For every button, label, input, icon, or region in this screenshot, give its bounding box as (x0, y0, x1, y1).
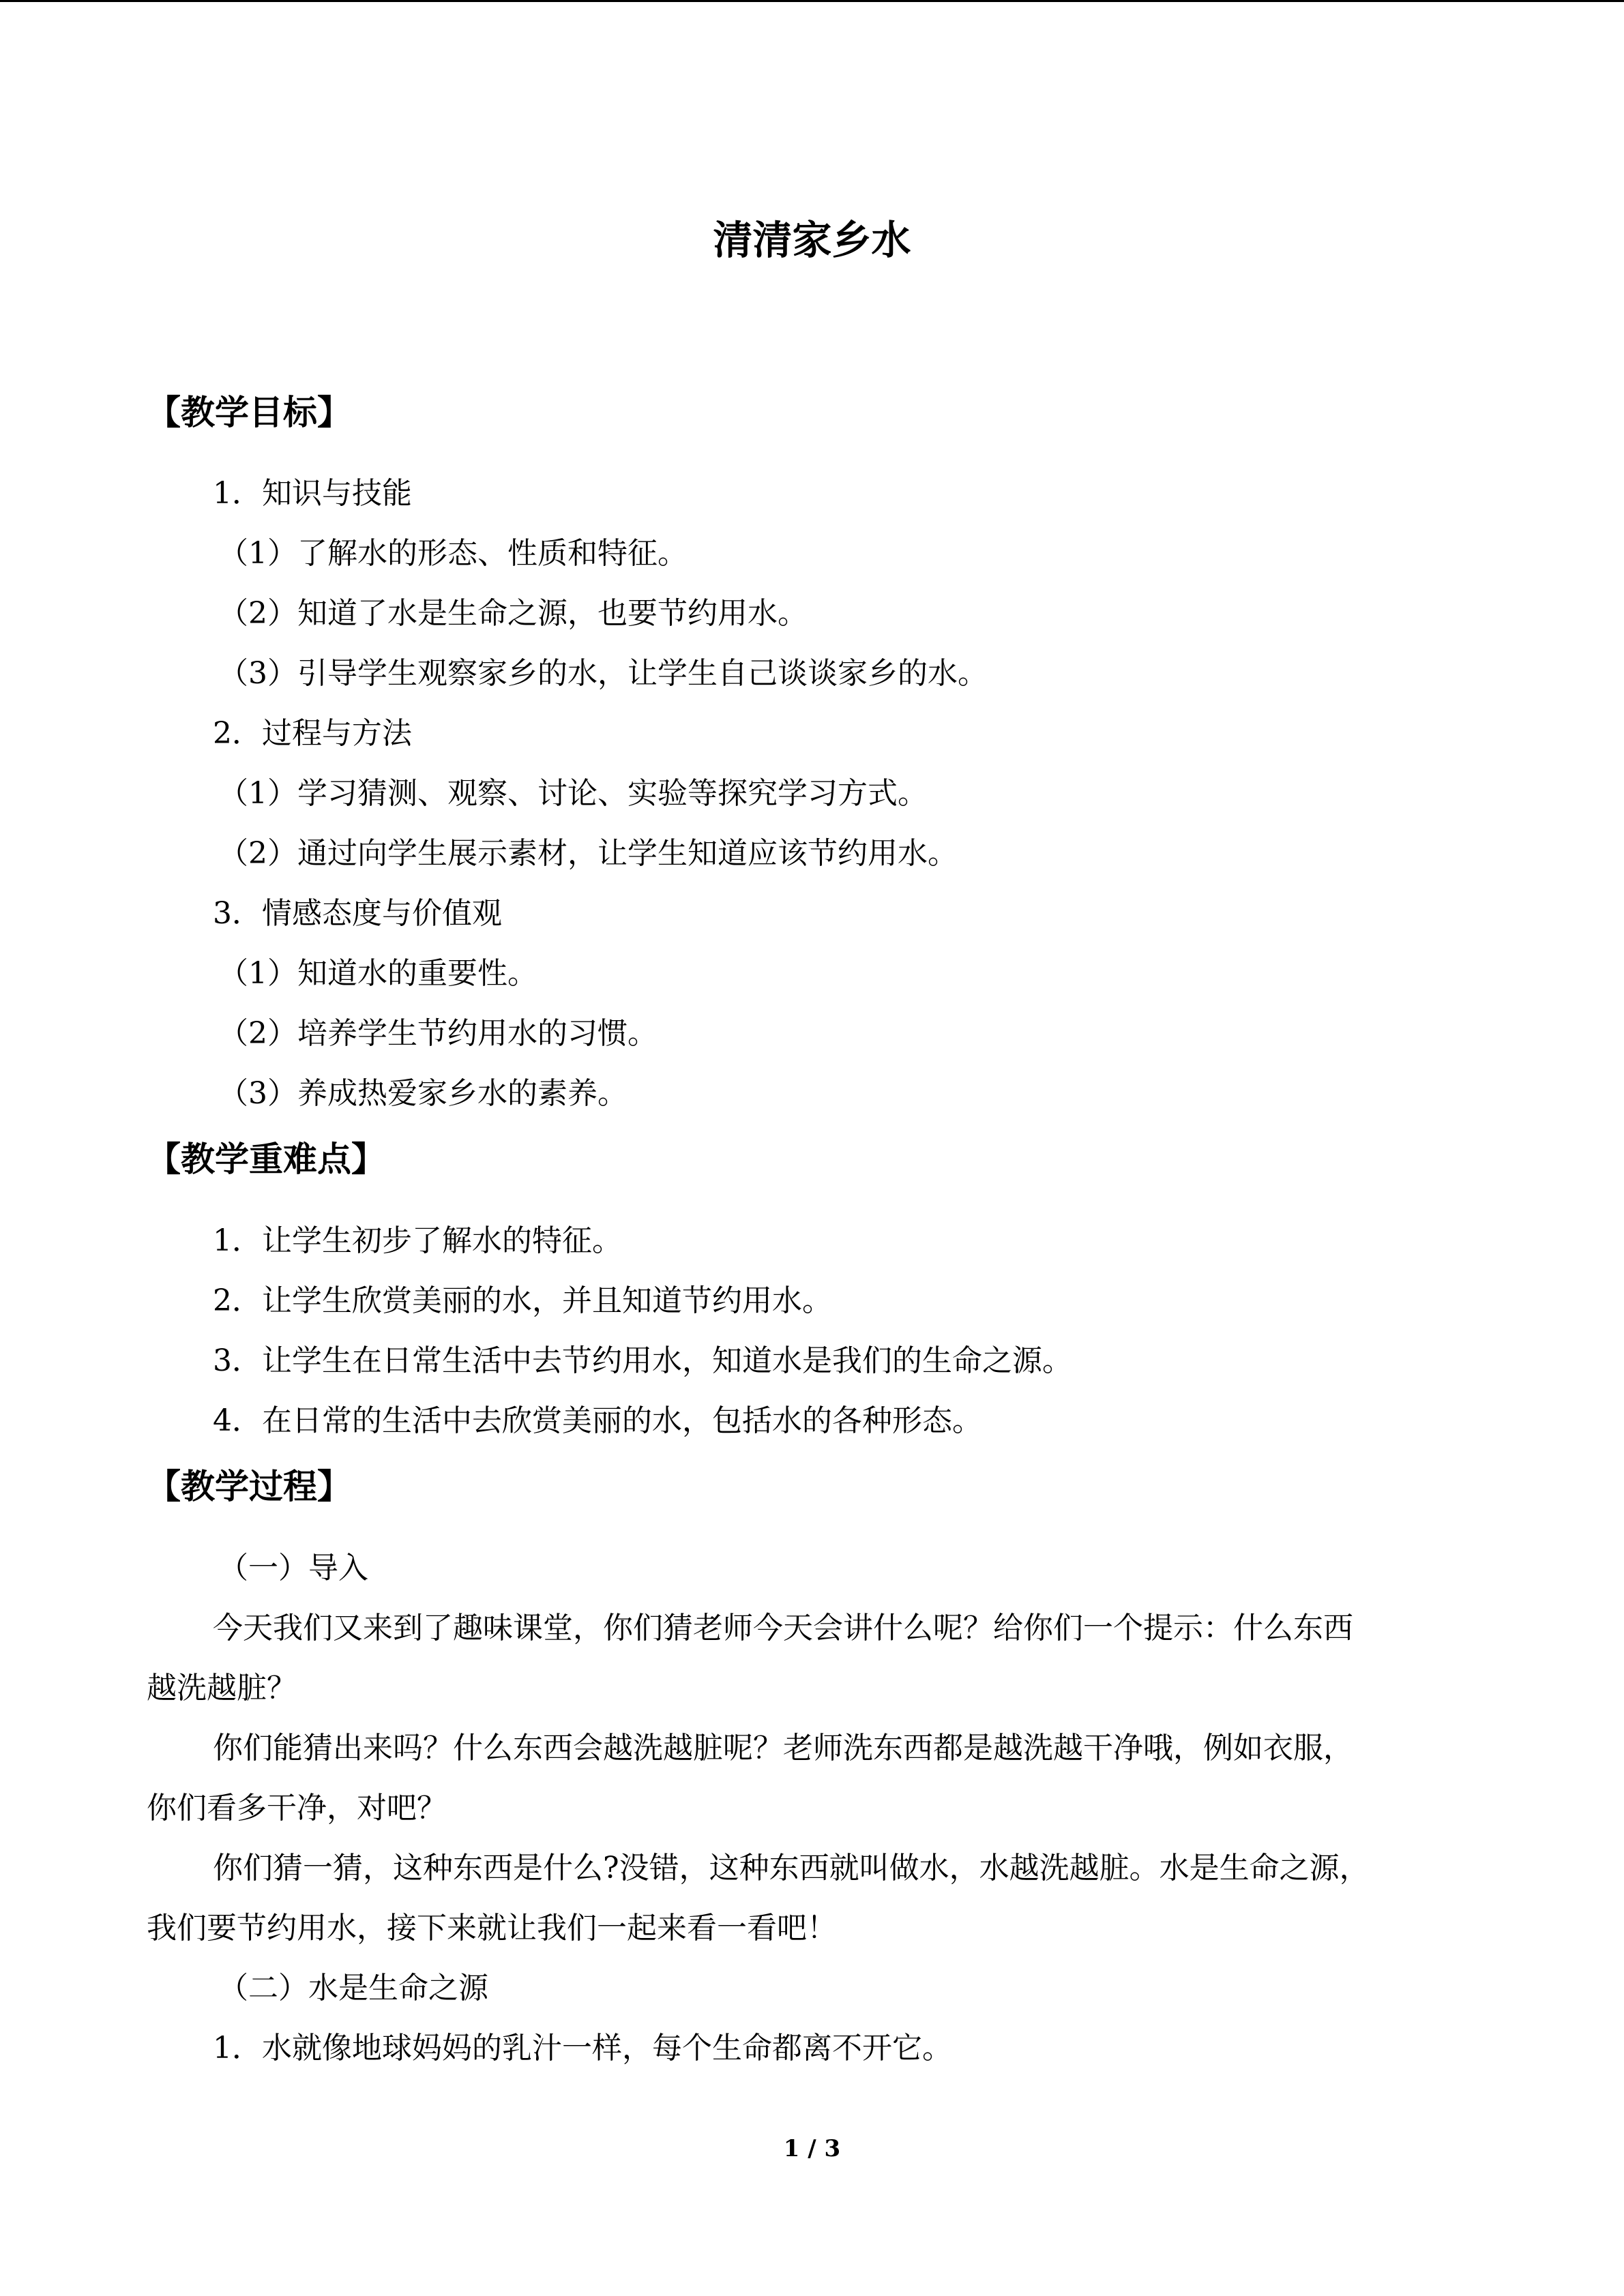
objectives-line: 1．知识与技能 (213, 476, 412, 511)
section-heading-process: 【教学过程】 (147, 1467, 351, 1506)
section-heading-objectives: 【教学目标】 (147, 393, 351, 432)
objectives-line: （2）培养学生节约用水的习惯。 (218, 1016, 658, 1051)
key-points-line: 2．让学生欣赏美丽的水，并且知道节约用水。 (213, 1283, 832, 1318)
objectives-line: （1）学习猜测、观察、讨论、实验等探究学习方式。 (218, 776, 928, 811)
key-points-line: 3．让学生在日常生活中去节约用水，知道水是我们的生命之源。 (213, 1343, 1072, 1378)
process-line: 今天我们又来到了趣味课堂，你们猜老师今天会讲什么呢？给你们一个提示：什么东西 (213, 1611, 1353, 1645)
process-line: 你们猜一猜，这种东西是什么?没错，这种东西就叫做水，水越洗越脏。水是生命之源， (213, 1851, 1370, 1885)
process-line: 我们要节约用水，接下来就让我们一起来看一看吧！ (147, 1911, 837, 1945)
process-line: 1．水就像地球妈妈的乳汁一样，每个生命都离不开它。 (213, 2031, 952, 2066)
objectives-line: （1）了解水的形态、性质和特征。 (218, 536, 688, 571)
key-points-line: 4．在日常的生活中去欣赏美丽的水，包括水的各种形态。 (213, 1403, 982, 1438)
process-line: 你们能猜出来吗？什么东西会越洗越脏呢？老师洗东西都是越洗越干净哦，例如衣服， (213, 1731, 1353, 1765)
key-points-line: 1．让学生初步了解水的特征。 (213, 1223, 622, 1258)
document-title: 清清家乡水 (713, 217, 911, 263)
section-heading-key-points: 【教学重难点】 (147, 1139, 385, 1179)
objectives-line: 2．过程与方法 (213, 716, 412, 751)
process-line: 你们看多干净，对吧？ (147, 1791, 447, 1825)
objectives-line: （1）知道水的重要性。 (218, 956, 537, 991)
process-line: （二）水是生命之源 (218, 1971, 488, 2006)
objectives-line: （3）养成热爱家乡水的素养。 (218, 1076, 628, 1111)
top-border-line (0, 0, 1624, 2)
page-number: 1 / 3 (783, 2135, 841, 2162)
objectives-line: （3）引导学生观察家乡的水，让学生自己谈谈家乡的水。 (218, 656, 988, 691)
process-line: 越洗越脏？ (147, 1671, 297, 1705)
process-line: （一）导入 (218, 1551, 368, 1585)
objectives-line: 3．情感态度与价值观 (213, 896, 502, 931)
objectives-line: （2）知道了水是生命之源，也要节约用水。 (218, 596, 808, 631)
objectives-line: （2）通过向学生展示素材，让学生知道应该节约用水。 (218, 836, 958, 871)
